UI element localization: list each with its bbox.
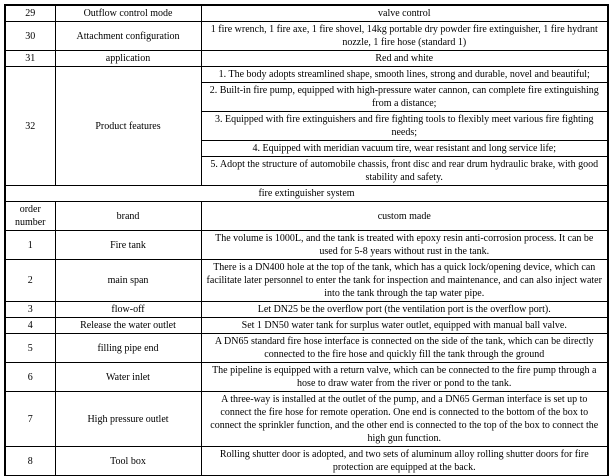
desc-cell: Red and white xyxy=(201,51,608,67)
brand-cell: Fire tank xyxy=(55,231,201,260)
table-row xyxy=(5,231,608,260)
feature-item: 5. Adopt the structure of automobile chassis, front disc and rear drum hydraulic brake, with good stability and safety. xyxy=(201,157,608,186)
table-row xyxy=(5,318,608,334)
table-row xyxy=(5,334,608,363)
order-cell: 30 xyxy=(5,22,55,51)
order-cell: 31 xyxy=(5,51,55,67)
order-cell: 4 xyxy=(5,318,55,334)
header-custom-made: custom made xyxy=(201,202,608,231)
order-cell: 32 xyxy=(5,67,55,186)
table-row xyxy=(5,447,608,476)
desc-cell: Rolling shutter door is adopted, and two sets of aluminum alloy rolling shutter doors for fire protection are equipped at the back. xyxy=(201,447,608,476)
desc-cell: valve control xyxy=(201,5,608,22)
brand-cell: Tool box xyxy=(55,447,201,476)
order-cell: 6 xyxy=(5,363,55,392)
order-cell: 3 xyxy=(5,302,55,318)
table-row xyxy=(5,22,608,51)
header-brand: brand xyxy=(55,202,201,231)
table-row xyxy=(5,67,608,83)
feature-item: 2. Built-in fire pump, equipped with high-pressure water cannon, can complete fire extinguishing from a distance; xyxy=(201,83,608,112)
brand-cell: Water inlet xyxy=(55,363,201,392)
desc-cell: A DN65 standard fire hose interface is connected on the side of the tank, which can be directly connected to the fire hose and quickly fill the tank through the ground xyxy=(201,334,608,363)
brand-cell: filling pipe end xyxy=(55,334,201,363)
brand-cell: Product features xyxy=(55,67,201,186)
order-cell: 5 xyxy=(5,334,55,363)
brand-cell: main span xyxy=(55,260,201,302)
brand-cell: Attachment configuration xyxy=(55,22,201,51)
section-row xyxy=(5,186,608,202)
table-row xyxy=(5,260,608,302)
order-cell: 2 xyxy=(5,260,55,302)
brand-cell: flow-off xyxy=(55,302,201,318)
table-row xyxy=(5,392,608,447)
desc-cell: Set 1 DN50 water tank for surplus water outlet, equipped with manual ball valve. xyxy=(201,318,608,334)
feature-item: 3. Equipped with fire extinguishers and fire fighting tools to flexibly meet various fire fighting needs; xyxy=(201,112,608,141)
header-row xyxy=(5,202,608,231)
table-row xyxy=(5,51,608,67)
table-row xyxy=(5,5,608,22)
desc-cell: The pipeline is equipped with a return valve, which can be connected to the fire pump through a hose to draw water from the river or pond to the tank. xyxy=(201,363,608,392)
spec-table xyxy=(4,4,609,476)
brand-cell: Outflow control mode xyxy=(55,5,201,22)
desc-cell: 1 fire wrench, 1 fire axe, 1 fire shovel, 14kg portable dry powder fire extinguisher, 1 fire hydrant nozzle, 1 fire hose (standard 1) xyxy=(201,22,608,51)
order-cell: 8 xyxy=(5,447,55,476)
order-cell: 1 xyxy=(5,231,55,260)
section-title: fire extinguisher system xyxy=(5,186,608,202)
table-row xyxy=(5,302,608,318)
desc-cell: A three-way is installed at the outlet of the pump, and a DN65 German interface is set up to connect the fire hose for remote operation. One end is connected to the bottom of the box to connect the sprinkler function, and the other end is connected to the top of the box to connect the high gun function. xyxy=(201,392,608,447)
order-cell: 7 xyxy=(5,392,55,447)
brand-cell: High pressure outlet xyxy=(55,392,201,447)
desc-cell: Let DN25 be the overflow port (the ventilation port is the overflow port). xyxy=(201,302,608,318)
header-order-number: order number xyxy=(5,202,55,231)
table-row xyxy=(5,363,608,392)
feature-item: 1. The body adopts streamlined shape, smooth lines, strong and durable, novel and beautiful; xyxy=(201,67,608,83)
order-cell: 29 xyxy=(5,5,55,22)
brand-cell: application xyxy=(55,51,201,67)
brand-cell: Release the water outlet xyxy=(55,318,201,334)
feature-item: 4. Equipped with meridian vacuum tire, wear resistant and long service life; xyxy=(201,141,608,157)
desc-cell: There is a DN400 hole at the top of the tank, which has a quick lock/opening device, which can facilitate later personnel to enter the tank for inspection and maintenance, and can also inject water into the tank through the tap water pipe. xyxy=(201,260,608,302)
desc-cell: The volume is 1000L, and the tank is treated with epoxy resin anti-corrosion process. It can be used for 5-8 years without rust in the tank. xyxy=(201,231,608,260)
